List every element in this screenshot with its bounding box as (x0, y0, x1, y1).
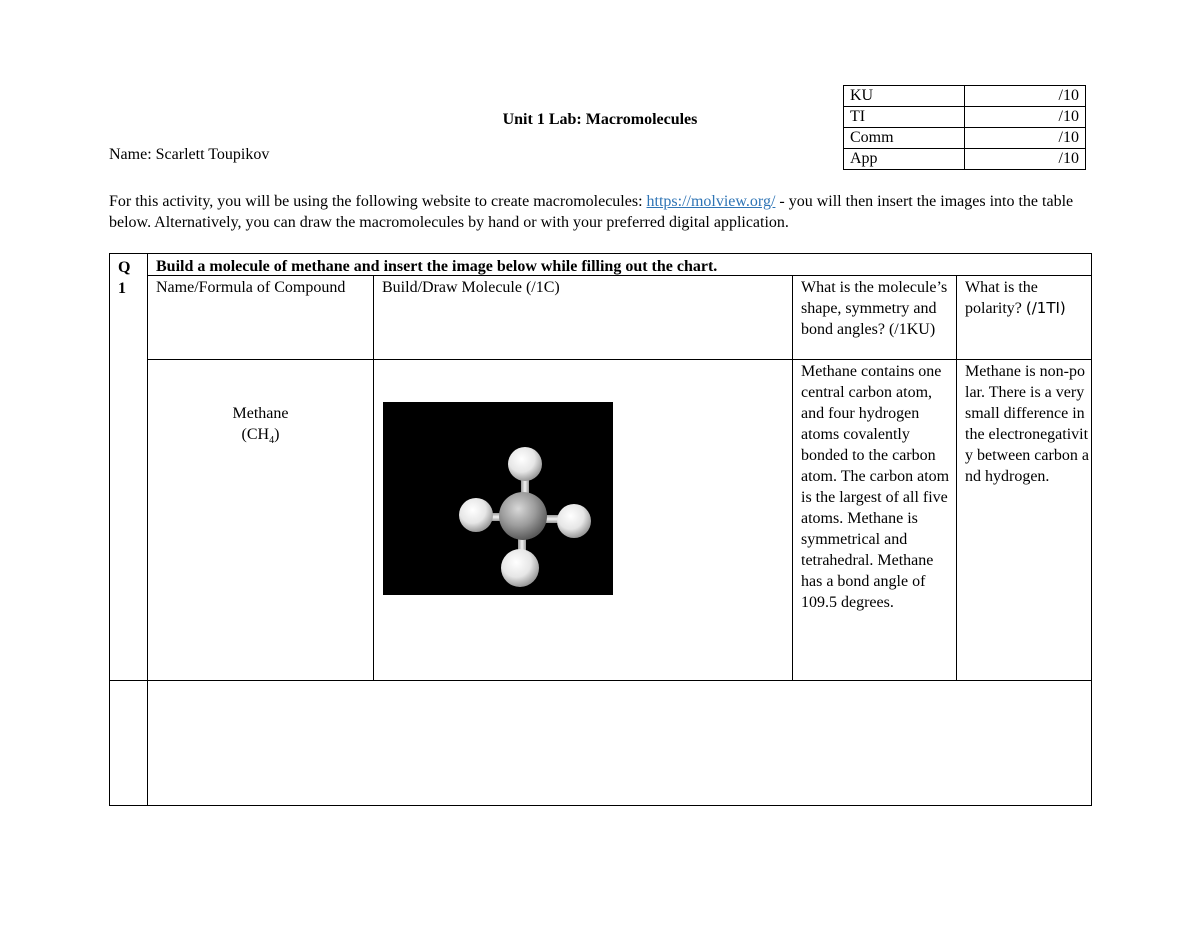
marks-value: /10 (965, 107, 1086, 128)
column-divider (147, 254, 148, 805)
marks-row (844, 107, 1086, 128)
header-shape: What is the molecule’s shape, symmetry and bond angles? (/1KU) (801, 279, 948, 338)
header-polarity-marks: (/1TI) (1025, 299, 1066, 317)
methane-molecule-image (383, 402, 613, 595)
header-polarity-text: What is the polarity? (965, 279, 1038, 317)
header-build-molecule: Build/Draw Molecule (/1C) (382, 279, 560, 296)
carbon-atom (499, 492, 547, 540)
intro-text: For this activity, you will be using the following website to create macromolecules: (109, 193, 647, 210)
formula-suffix: ) (274, 426, 280, 443)
compound-name: Methane (232, 405, 289, 422)
compound-formula (148, 424, 373, 451)
question-instruction: Build a molecule of methane and insert the image below while filling out the chart. (156, 258, 718, 275)
shape-answer: Methane contains one central carbon atom, and four hydrogen atoms covalently bonded to the carbon atom. The carbon atom is the largest of all five atoms. Methane is symmetrical and tetrahedral. Methane has a bond angle of 109.5 degrees. (801, 363, 950, 611)
marks-row (844, 149, 1086, 170)
marks-row (844, 86, 1086, 107)
marks-value: /10 (965, 128, 1086, 149)
compound-name-cell (148, 403, 373, 451)
marks-label: App (844, 149, 965, 170)
hydrogen-atom-bottom (501, 549, 539, 587)
intro-text-continued: - you will then insert the images into the table below. Alternatively, you can draw the macromolecules by hand or with your preferred digital application. (109, 193, 1074, 231)
methane-ball-and-stick-icon (383, 402, 613, 595)
header-polarity (965, 277, 1089, 319)
molview-link[interactable]: https://molview.org/ (646, 193, 776, 210)
intro-paragraph (109, 191, 1099, 233)
formula-subscript: 4 (269, 435, 275, 447)
question-number: 1 (118, 280, 126, 297)
marks-value: /10 (965, 149, 1086, 170)
column-divider (956, 275, 957, 680)
hydrogen-atom-top (508, 447, 542, 481)
page-title: Unit 1 Lab: Macromolecules (502, 111, 698, 128)
row-divider (147, 359, 1091, 360)
marks-label: TI (844, 107, 965, 128)
marks-label: KU (844, 86, 965, 107)
column-divider (373, 275, 374, 680)
hydrogen-atom-right (557, 504, 591, 538)
question-label: Q (118, 259, 131, 276)
marks-label: Comm (844, 128, 965, 149)
hydrogen-atom-left (459, 498, 493, 532)
polarity-answer: Methane is non-polar. There is a very small difference in the electronegativity between carbon and hydrogen. (965, 363, 1089, 485)
row-divider (110, 680, 1091, 681)
column-divider (792, 275, 793, 680)
header-name-formula: Name/Formula of Compound (156, 279, 346, 296)
student-name: Name: Scarlett Toupikov (109, 146, 270, 163)
marks-value: /10 (965, 86, 1086, 107)
formula-prefix: (CH (241, 426, 270, 443)
marks-table (843, 85, 1086, 170)
marks-row (844, 128, 1086, 149)
question-number-cell (118, 257, 146, 299)
